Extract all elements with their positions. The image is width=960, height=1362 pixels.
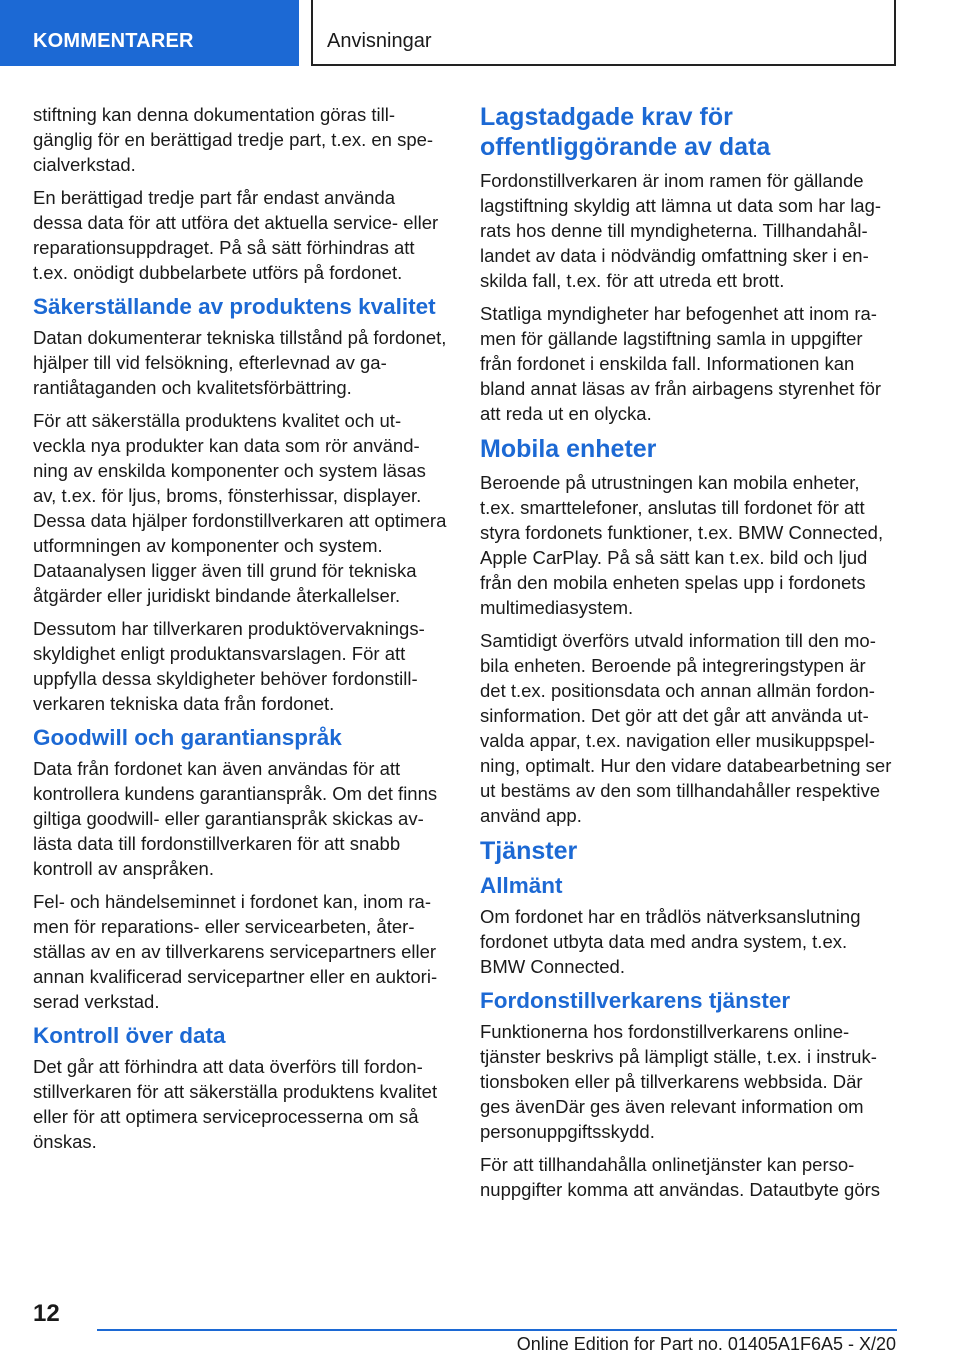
paragraph: För att tillhandahålla onlinetjänster kan personuppgifter komma att användas. Datautbyte görs: [480, 1154, 881, 1200]
paragraph: Beroende på utrustningen kan mobila enheter, t.ex. smarttelefoner, anslutas till fordonet för att styra fordonets funktioner, t.ex. BMW Connected, Apple CarPlay. På så sätt kan t.ex. bild och ljud från den mobila enheten spelas upp i fordonets multimediasystem.: [480, 472, 884, 618]
section-heading-services: Tjänster: [480, 837, 578, 865]
page-number: 12: [33, 1300, 60, 1327]
section-tab: KOMMENTARER: [0, 0, 299, 66]
section-heading-legal: Lagstadgade krav för offentliggörande av data: [480, 103, 771, 161]
section-heading-control: Kontroll över data: [33, 1023, 226, 1048]
section-heading-goodwill: Goodwill och garantianspråk: [33, 725, 342, 750]
paragraph: Om fordonet har en trådlös nätverksanslutning fordonet utbyta data med andra system, t.ex. BMW Connected.: [480, 906, 861, 977]
paragraph: För att säkerställa produktens kvalitet och utveckla nya produkter kan data som rör användning av enskilda komponenter och system läsas av, t.ex. för ljus, broms, fönsterhissar, displayer. Dessa data hjälper fordonstillverkaren att optimera utformningen av komponenter och system. Dataanalysen ligger även till grund för tekniska åtgärder eller juridiskt bindande återkallelser.: [33, 410, 447, 606]
paragraph: Samtidigt överförs utvald information till den mobila enheten. Beroende på integreringstypen är det t.ex. positionsdata och annan allmän fordonsinformation. Det gör att det går att använda utvalda appar, t.ex. navigation eller musikuppspelning, optimalt. Hur den vidare databearbetning ser ut bestäms av den som tillhandahåller respektive använd app.: [480, 630, 892, 826]
paragraph: Datan dokumenterar tekniska tillstånd på fordonet, hjälper till vid felsökning, efterlevnad av garantiåtaganden och kvalitetsförbättring.: [33, 327, 447, 398]
subsection-heading-manufacturer: Fordonstillverkarens tjänster: [480, 988, 791, 1013]
paragraph: Dessutom har tillverkaren produktövervakningsskyldighet enligt produktansvarslagen. För att uppfylla dessa skyldigheter behöver fordonstillverkaren tekniska data från fordonet.: [33, 618, 425, 714]
subsection-tab: Anvisningar: [311, 0, 896, 66]
paragraph: Statliga myndigheter har befogenhet att inom ramen för gällande lagstiftning samla in uppgifter från fordonet i enskilda fall. Informationen kan bland annat läsas av från airbagens styrenhet för att reda ut en olycka.: [480, 303, 882, 424]
right-column: [480, 102, 896, 1210]
paragraph: stiftning kan denna dokumentation göras tillgänglig för en berättigad tredje part, t.ex. en specialverkstad.: [33, 104, 434, 175]
footer-divider: [97, 1329, 897, 1331]
paragraph: Fel- och händelseminnet i fordonet kan, inom ramen för reparations- eller servicearbeten, återställas av en av tillverkarens servicepartners eller annan kvalificerad servicepartner eller en auktoriserad verkstad.: [33, 891, 438, 1012]
paragraph: Det går att förhindra att data överförs till fordonstillverkaren för att säkerställa produktens kvalitet eller för att optimera serviceprocesserna om så önskas.: [33, 1056, 438, 1152]
paragraph: Funktionerna hos fordonstillverkarens onlinetjänster beskrivs på lämpligt ställe, t.ex. i instruktionsboken eller på tillverkarens webbsida. Där ges ävenDär ges även relevant information om personuppgiftsskydd.: [480, 1021, 877, 1142]
paragraph: Data från fordonet kan även användas för att kontrollera kundens garantianspråk. Om det finns giltiga goodwill- eller garantianspråk skickas avlästa data till fordonstillverkaren för att snabb kontroll av anspråken.: [33, 758, 438, 879]
subsection-heading-general: Allmänt: [480, 873, 563, 898]
section-heading-quality: Säkerställande av produktens kvalitet: [33, 294, 436, 319]
left-column: [33, 102, 447, 1162]
edition-footer: Online Edition for Part no. 01405A1F6A5 - X/20: [516, 1334, 896, 1354]
section-heading-mobile: Mobila enheter: [480, 435, 657, 463]
paragraph: Fordonstillverkaren är inom ramen för gällande lagstiftning skyldig att lämna ut data som har lagrats hos denne till myndigheterna. Tillhandahållandet av data i nödvändig omfattning sker i enskilda fall, t.ex. för att utreda ett brott.: [480, 170, 882, 291]
paragraph: En berättigad tredje part får endast använda dessa data för att utföra det aktuella service- eller reparationsuppdraget. På så sätt förhindras att t.ex. onödigt dubbelarbete utförs på fordonet.: [33, 187, 439, 283]
